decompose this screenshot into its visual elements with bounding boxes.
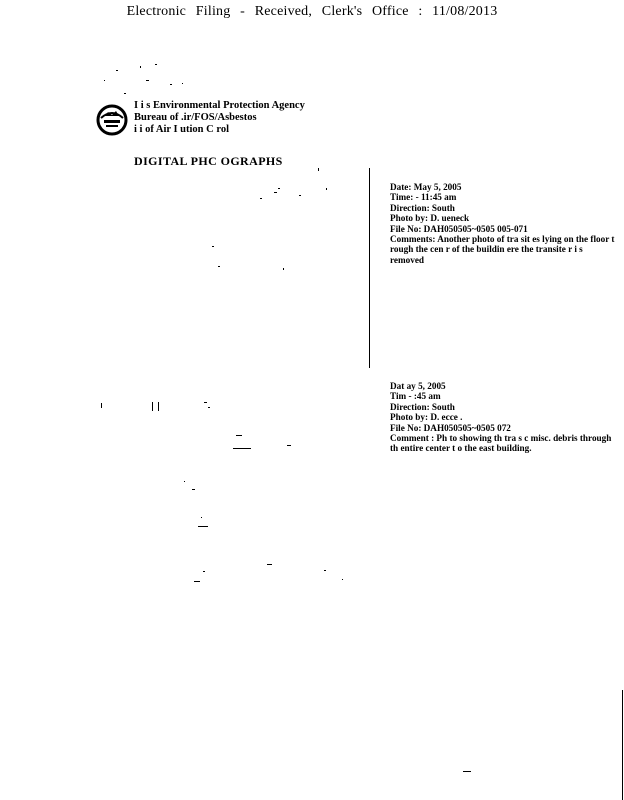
photo-2-date: Dat ay 5, 2005	[390, 381, 446, 391]
scan-speck	[182, 83, 183, 84]
scan-speck	[104, 80, 105, 81]
photo-2-photographer: Photo by: D. ecce .	[390, 412, 463, 423]
agency-seal-icon	[96, 104, 128, 136]
scan-edge-line	[622, 690, 623, 800]
scan-speck	[140, 66, 141, 68]
photo-1-divider	[369, 168, 370, 368]
photo-1	[100, 168, 365, 368]
agency-bureau-line: Bureau of .ir/FOS/Asbestos	[134, 112, 257, 123]
photo-1-comments: Comments: Another photo of tra sit es lying on the floor t rough the cen r of the buildin ere the transite r i s removed	[390, 234, 615, 265]
photo-1-time: Time: - 11:45 am	[390, 192, 457, 203]
photo-2-direction: Direction: South	[390, 401, 455, 412]
page-title: DIGITAL PHC OGRAPHS	[134, 154, 283, 168]
agency-division-line: i i of Air I ution C rol	[134, 124, 229, 135]
scan-speck	[124, 93, 126, 94]
photo-1-details	[390, 182, 615, 265]
photo-2-details	[390, 381, 615, 454]
photo-2-time: Tim - :45 am	[390, 391, 441, 402]
scan-mark	[463, 771, 471, 772]
photo-1-file-no: File No: DAH050505~0505 005-071	[390, 223, 528, 234]
scan-speck	[155, 64, 157, 65]
photo-1-date: Date: May 5, 2005	[390, 182, 462, 192]
photo-1-direction: Direction: South	[390, 202, 455, 213]
filing-stamp-header: Electronic Filing - Received, Clerk's Office : 11/08/2013	[126, 4, 498, 19]
photo-1-photographer: Photo by: D. ueneck	[390, 213, 470, 224]
agency-name-line: I i s Environmental Protection Agency	[134, 100, 305, 111]
scan-speck	[116, 70, 118, 71]
photo-2-comments: Comment : Ph to showing th tra s c misc. debris through th entire center t o the east building.	[390, 433, 612, 454]
photo-2	[100, 385, 365, 585]
scan-speck	[170, 84, 172, 85]
photo-2-file-no: File No: DAH050505~0505 072	[390, 422, 511, 433]
scan-speck	[146, 80, 149, 81]
